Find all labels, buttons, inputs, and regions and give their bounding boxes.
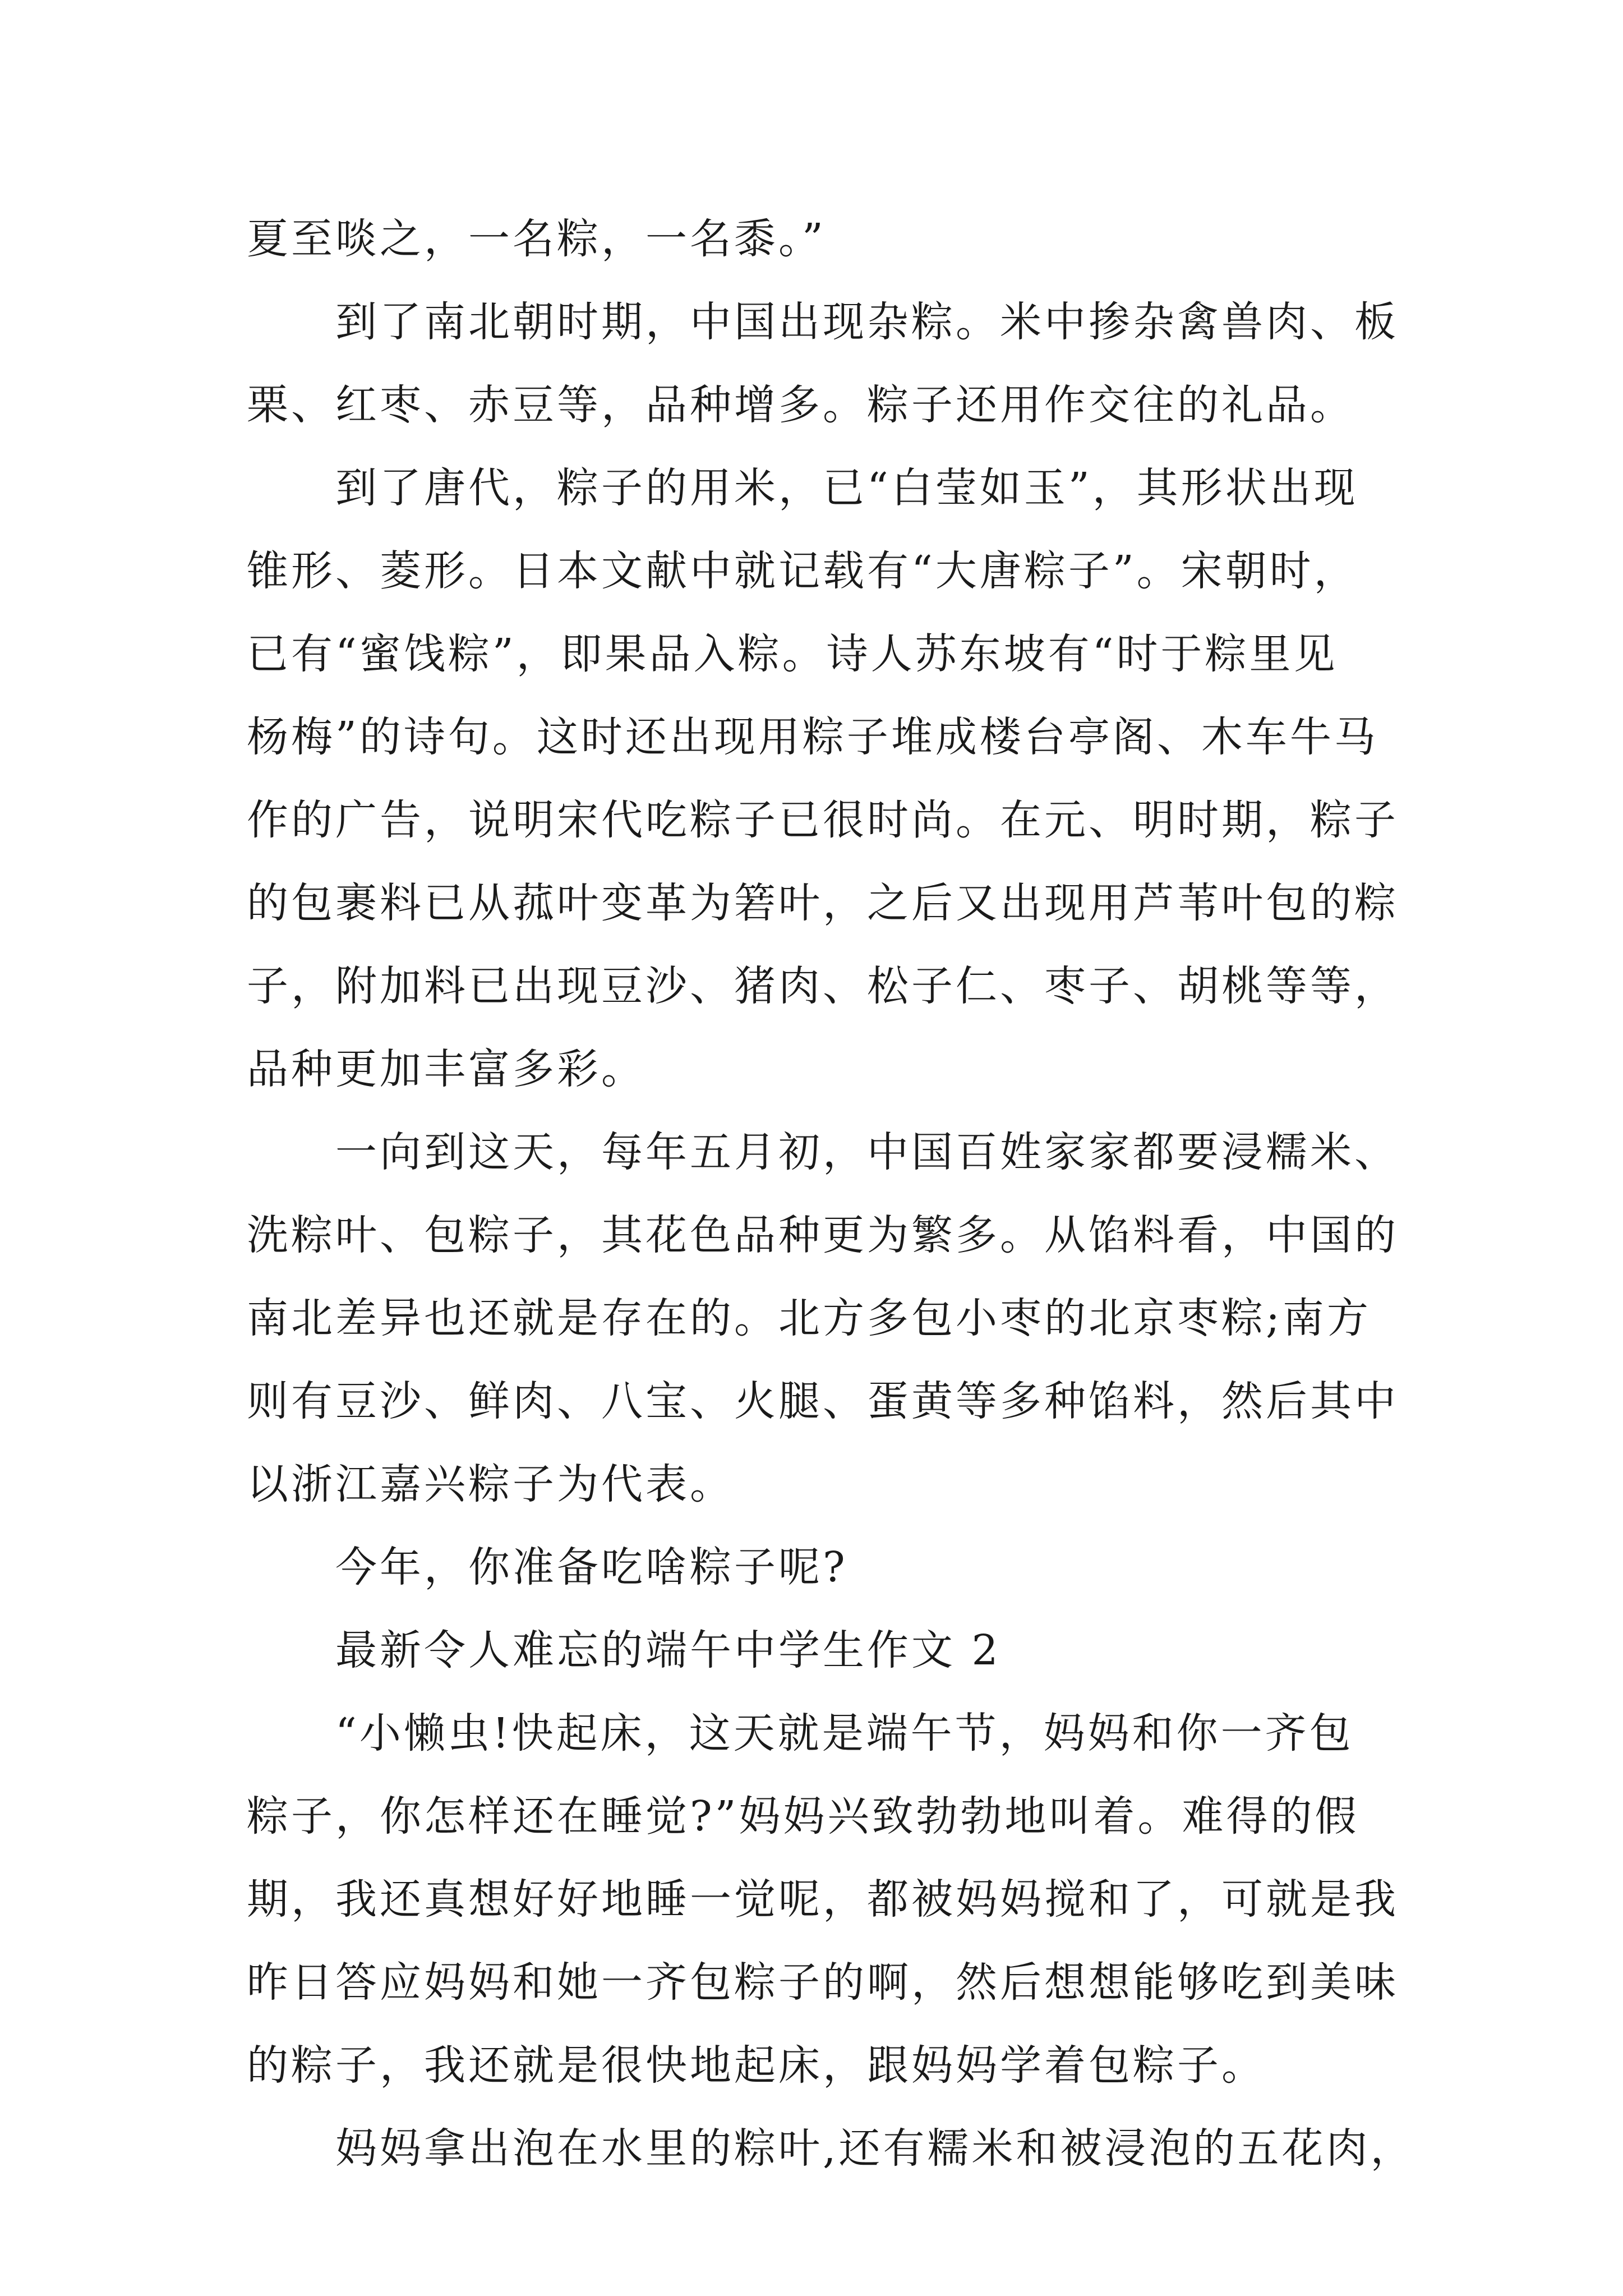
text-line: 最新令人难忘的端午中学生作文 2 [335,1626,1001,1674]
text-line: 今年，你准备吃啥粽子呢? [335,1543,848,1591]
text-line: 则有豆沙、鲜肉、八宝、火腿、蛋黄等多种馅料，然后其中 [247,1377,1399,1425]
text-line: 以浙江嘉兴粽子为代表。 [247,1460,734,1508]
text-line: 锥形、菱形。日本文献中就记载有“大唐粽子”。宋朝时， [247,547,1358,595]
text-line: 昨日答应妈妈和她一齐包粽子的啊，然后想想能够吃到美味 [247,1958,1399,2007]
text-line: 期，我还真想好好地睡一觉呢，都被妈妈搅和了，可就是我 [247,1875,1399,1924]
text-line: 子，附加料已出现豆沙、猪肉、松子仁、枣子、胡桃等等， [247,962,1399,1010]
text-line: 栗、红枣、赤豆等，品种增多。粽子还用作交往的礼品。 [247,381,1354,429]
text-line: 杨梅”的诗句。这时还出现用粽子堆成楼台亭阁、木车牛马 [247,713,1378,761]
text-line: 的粽子，我还就是很快地起床，跟妈妈学着包粽子。 [247,2041,1266,2090]
text-line: 夏至啖之，一名粽，一名黍。” [247,215,826,263]
text-line: 的包裹料已从菰叶变革为箬叶，之后又出现用芦苇叶包的粽 [247,879,1399,927]
text-line: 到了南北朝时期，中国出现杂粽。米中掺杂禽兽肉、板 [335,298,1399,346]
text-line: 粽子，你怎样还在睡觉?”妈妈兴致勃勃地叫着。难得的假 [247,1792,1359,1841]
text-line: 一向到这天，每年五月初，中国百姓家家都要浸糯米、 [335,1128,1399,1176]
text-line: 妈妈拿出泡在水里的粽叶,还有糯米和被浸泡的五花肉， [335,2124,1415,2173]
text-line: 品种更加丰富多彩。 [247,1045,645,1093]
text-line: 洗粽叶、包粽子，其花色品种更为繁多。从馅料看，中国的 [247,1211,1399,1259]
text-line: 已有“蜜饯粽”，即果品入粽。诗人苏东坡有“时于粽里见 [247,630,1338,678]
text-line: “小懒虫!快起床，这天就是端午节，妈妈和你一齐包 [335,1709,1354,1757]
essay-text [247,197,1415,2190]
text-line: 作的广告，说明宋代吃粽子已很时尚。在元、明时期，粽子 [247,796,1399,844]
text-line: 到了唐代，粽子的用米，已“白莹如玉”，其形状出现 [335,464,1358,512]
text-line: 南北差异也还就是存在的。北方多包小枣的北京枣粽;南方 [247,1294,1371,1342]
